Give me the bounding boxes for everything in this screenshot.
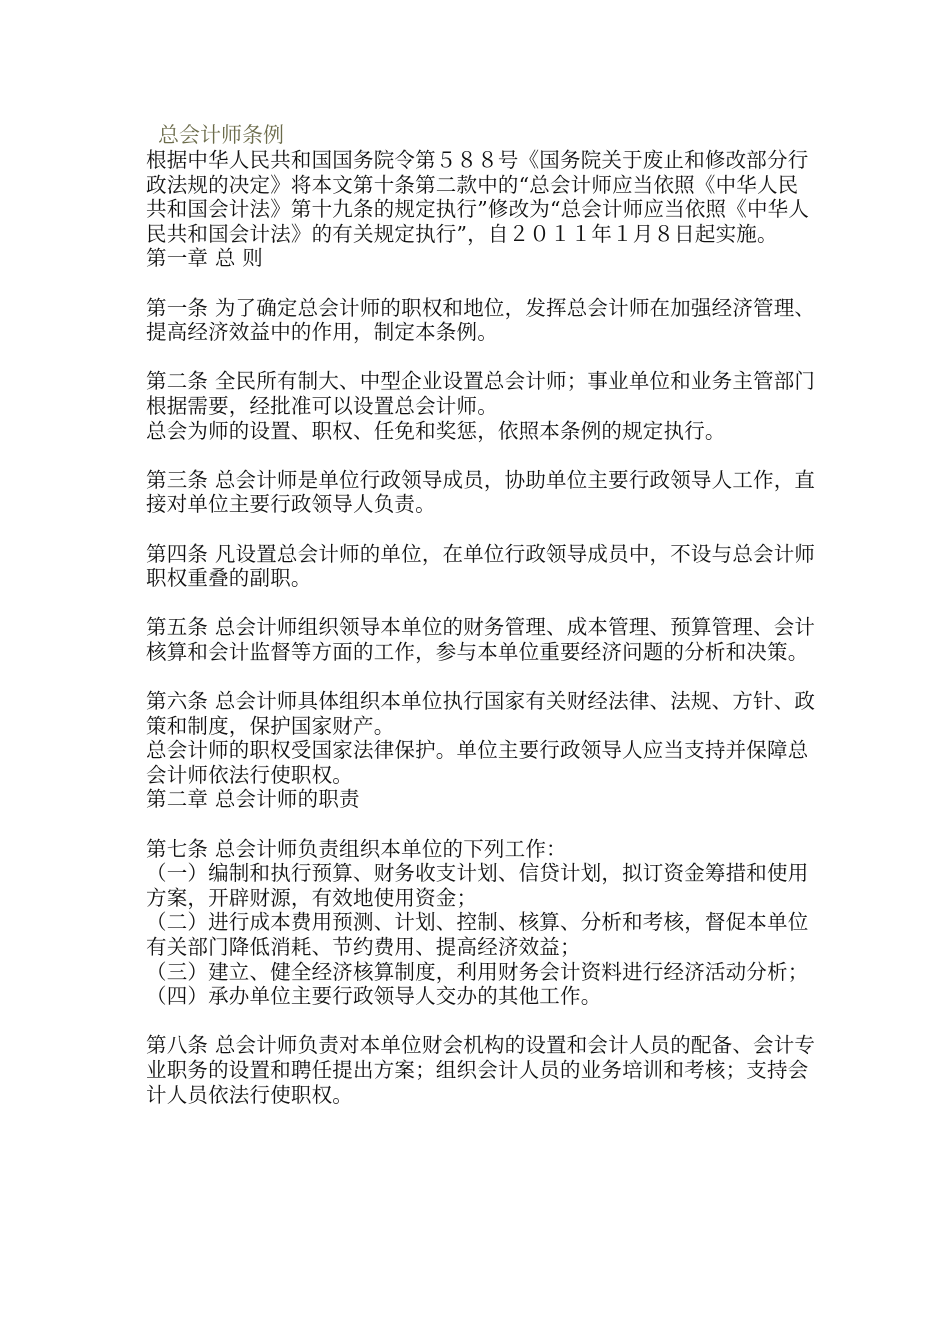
article-2-paragraph-2: 总会为师的设置、职权、任免和奖惩，依照本条例的规定执行。 [146,418,726,443]
document-body [146,148,818,1107]
chapter-heading-1: 第一章 总 则 [146,246,263,271]
article-2: 第二条 全民所有制大、中型企业设置总会计师；事业单位和业务主管部门根据需要，经批准可以设置总会计师。 [146,369,816,418]
article-3: 第三条 总会计师是单位行政领导成员，协助单位主要行政领导人工作，直接对单位主要行政领导人负责。 [146,467,816,517]
intro-paragraph: 根据中华人民共和国国务院令第５８８号《国务院关于废止和修改部分行政法规的决定》将本文第十条第二款中的“总会计师应当依照《中华人民共和国会计法》第十九条的规定执行”修改为“总会计师应当依照《中华人民共和国会计法》的有关规定执行”，自２０１１年１月８日起实施。 [146,148,810,246]
chapter-heading-2: 第二章 总会计师的职责 [146,787,360,812]
article-5: 第五条 总会计师组织领导本单位的财务管理、成本管理、预算管理、会计核算和会计监督等方面的工作，参与本单位重要经济问题的分析和决策。 [146,615,816,664]
document-page [146,122,818,1107]
document-title: 总会计师条例 [158,123,284,147]
article-7-item-1: （一）编制和执行预算、财务收支计划、信贷计划，拟订资金筹措和使用方案，开辟财源，有效地使用资金； [146,861,809,910]
article-6: 第六条 总会计师具体组织本单位执行国家有关财经法律、法规、方针、政策和制度，保护国家财产。 [146,689,816,738]
article-7-item-2: （二）进行成本费用预测、计划、控制、核算、分析和考核，督促本单位有关部门降低消耗、节约费用、提高经济效益； [146,910,809,959]
article-8: 第八条 总会计师负责对本单位财会机构的设置和会计人员的配备、会计专业职务的设置和聘任提出方案；组织会计人员的业务培训和考核；支持会计人员依法行使职权。 [146,1033,816,1107]
article-6-paragraph-2: 总会计师的职权受国家法律保护。单位主要行政领导人应当支持并保障总会计师依法行使职权。 [146,738,809,787]
article-7: 第七条 总会计师负责组织本单位的下列工作： [146,836,567,861]
article-4: 第四条 凡设置总会计师的单位，在单位行政领导成员中，不设与总会计师职权重叠的副职。 [146,541,816,591]
article-7-item-3: （三）建立、健全经济核算制度，利用财务会计资料进行经济活动分析； [146,959,809,984]
article-7-item-4: （四）承办单位主要行政领导人交办的其他工作。 [146,984,602,1009]
article-1: 第一条 为了确定总会计师的职权和地位，发挥总会计师在加强经济管理、提高经济效益中的作用，制定本条例。 [146,295,816,345]
